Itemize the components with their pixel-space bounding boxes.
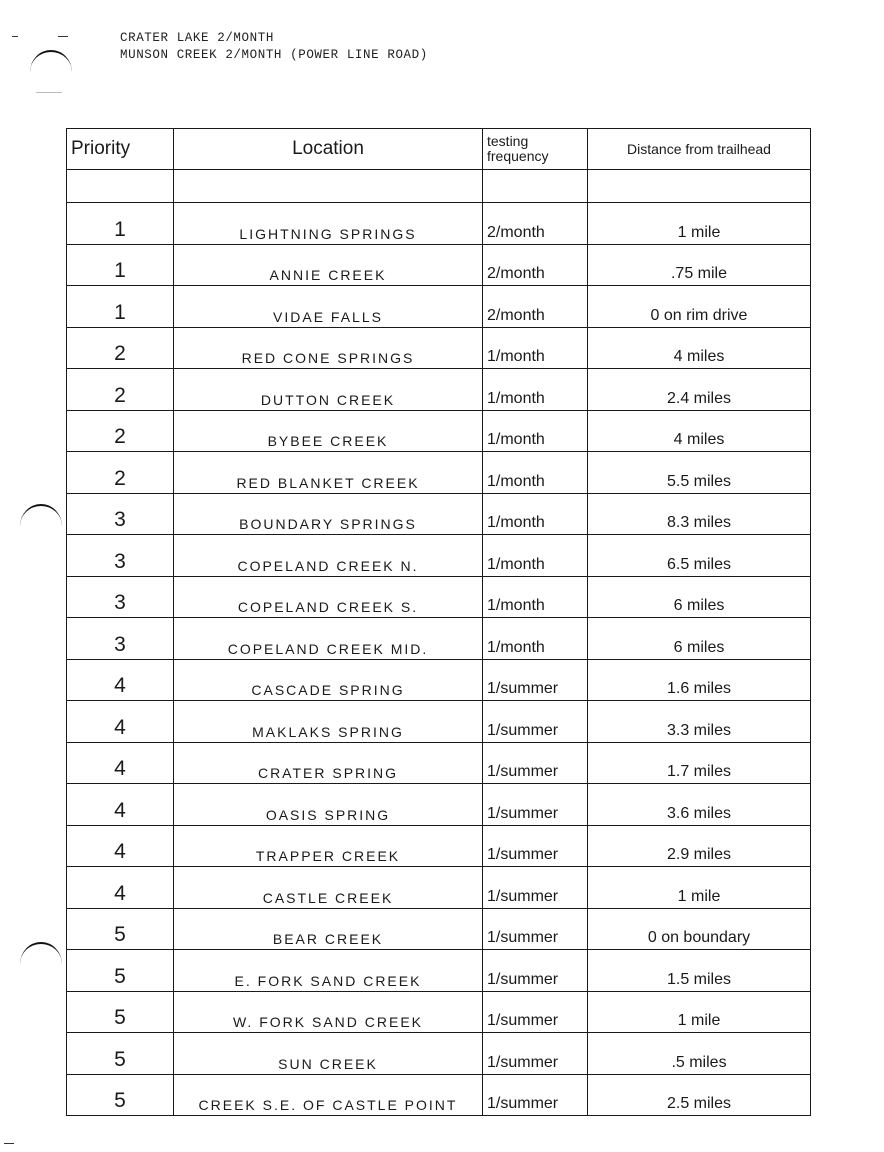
blank-cell — [174, 170, 483, 203]
header-line-crater-lake: CRATER LAKE 2/MONTH — [120, 31, 274, 45]
margin-tick — [36, 92, 62, 93]
margin-tick — [12, 36, 18, 37]
distance-cell: 8.3 miles — [588, 493, 811, 535]
table-row — [67, 950, 811, 992]
location-cell: DUTTON CREEK — [174, 369, 483, 411]
table-row — [67, 535, 811, 577]
blank-cell — [67, 170, 174, 203]
location-cell: ANNIE CREEK — [174, 244, 483, 286]
distance-cell: 0 on rim drive — [588, 286, 811, 328]
table-row — [67, 576, 811, 618]
punch-hole-middle — [20, 504, 62, 548]
priority-cell: 4 — [67, 784, 174, 826]
location-cell: SUN CREEK — [174, 1033, 483, 1075]
frequency-cell: 1/month — [483, 493, 588, 535]
header-line-munson-creek: MUNSON CREEK 2/MONTH (POWER LINE ROAD) — [120, 48, 428, 62]
location-cell: COPELAND CREEK MID. — [174, 618, 483, 660]
frequency-cell: 2/month — [483, 203, 588, 245]
location-cell: CASCADE SPRING — [174, 659, 483, 701]
frequency-cell: 1/summer — [483, 659, 588, 701]
water-testing-table — [66, 128, 811, 1116]
location-cell: TRAPPER CREEK — [174, 825, 483, 867]
table-row — [67, 493, 811, 535]
frequency-cell: 1/month — [483, 535, 588, 577]
distance-cell: 6 miles — [588, 576, 811, 618]
frequency-cell: 1/month — [483, 369, 588, 411]
table-row — [67, 908, 811, 950]
table-row — [67, 701, 811, 743]
table-row — [67, 452, 811, 494]
column-header-priority: Priority — [67, 129, 174, 170]
priority-cell: 2 — [67, 369, 174, 411]
column-header-frequency: testing frequency — [483, 129, 588, 170]
frequency-cell: 1/summer — [483, 784, 588, 826]
location-cell: CREEK S.E. OF CASTLE POINT — [174, 1074, 483, 1116]
priority-cell: 5 — [67, 908, 174, 950]
distance-cell: 3.6 miles — [588, 784, 811, 826]
location-cell: LIGHTNING SPRINGS — [174, 203, 483, 245]
distance-cell: 1.5 miles — [588, 950, 811, 992]
distance-cell: .5 miles — [588, 1033, 811, 1075]
priority-cell: 5 — [67, 1074, 174, 1116]
frequency-cell: 1/summer — [483, 1033, 588, 1075]
priority-cell: 1 — [67, 286, 174, 328]
location-cell: CRATER SPRING — [174, 742, 483, 784]
priority-cell: 4 — [67, 867, 174, 909]
priority-cell: 1 — [67, 244, 174, 286]
table-row — [67, 991, 811, 1033]
priority-cell: 2 — [67, 410, 174, 452]
punch-hole-top — [30, 50, 72, 94]
priority-cell: 4 — [67, 742, 174, 784]
priority-cell: 3 — [67, 493, 174, 535]
priority-cell: 1 — [67, 203, 174, 245]
table-row — [67, 203, 811, 245]
column-header-distance: Distance from trailhead — [588, 129, 811, 170]
table-row — [67, 784, 811, 826]
distance-cell: 6.5 miles — [588, 535, 811, 577]
location-cell: RED BLANKET CREEK — [174, 452, 483, 494]
location-cell: MAKLAKS SPRING — [174, 701, 483, 743]
blank-row — [67, 170, 811, 203]
frequency-cell: 1/summer — [483, 825, 588, 867]
location-cell: OASIS SPRING — [174, 784, 483, 826]
distance-cell: 4 miles — [588, 410, 811, 452]
priority-cell: 4 — [67, 659, 174, 701]
table-row — [67, 618, 811, 660]
priority-cell: 2 — [67, 452, 174, 494]
frequency-cell: 1/summer — [483, 742, 588, 784]
frequency-cell: 2/month — [483, 244, 588, 286]
column-header-location: Location — [174, 129, 483, 170]
document-header — [120, 30, 428, 64]
frequency-cell: 1/month — [483, 618, 588, 660]
distance-cell: 3.3 miles — [588, 701, 811, 743]
table-row — [67, 410, 811, 452]
frequency-cell: 1/summer — [483, 991, 588, 1033]
frequency-cell: 1/month — [483, 576, 588, 618]
location-cell: CASTLE CREEK — [174, 867, 483, 909]
priority-cell: 5 — [67, 991, 174, 1033]
location-cell: VIDAE FALLS — [174, 286, 483, 328]
location-cell: COPELAND CREEK N. — [174, 535, 483, 577]
blank-cell — [588, 170, 811, 203]
location-cell: BOUNDARY SPRINGS — [174, 493, 483, 535]
table-row — [67, 286, 811, 328]
frequency-cell: 1/summer — [483, 908, 588, 950]
blank-cell — [483, 170, 588, 203]
distance-cell: 6 miles — [588, 618, 811, 660]
frequency-cell: 1/summer — [483, 1074, 588, 1116]
priority-cell: 3 — [67, 618, 174, 660]
location-cell: BYBEE CREEK — [174, 410, 483, 452]
distance-cell: .75 mile — [588, 244, 811, 286]
table-row — [67, 742, 811, 784]
table-row — [67, 369, 811, 411]
priority-cell: 3 — [67, 535, 174, 577]
location-cell: COPELAND CREEK S. — [174, 576, 483, 618]
location-cell: RED CONE SPRINGS — [174, 327, 483, 369]
distance-cell: 2.5 miles — [588, 1074, 811, 1116]
priority-cell: 2 — [67, 327, 174, 369]
distance-cell: 4 miles — [588, 327, 811, 369]
punch-hole-bottom — [20, 942, 62, 986]
frequency-cell: 2/month — [483, 286, 588, 328]
table-row — [67, 867, 811, 909]
location-cell: BEAR CREEK — [174, 908, 483, 950]
table-row — [67, 1074, 811, 1116]
frequency-cell: 1/summer — [483, 950, 588, 992]
priority-cell: 4 — [67, 701, 174, 743]
distance-cell: 2.9 miles — [588, 825, 811, 867]
table-row — [67, 1033, 811, 1075]
margin-tick — [4, 1143, 14, 1144]
distance-cell: 1 mile — [588, 203, 811, 245]
priority-cell: 3 — [67, 576, 174, 618]
table-row — [67, 659, 811, 701]
frequency-cell: 1/month — [483, 452, 588, 494]
table-row — [67, 825, 811, 867]
table-row — [67, 244, 811, 286]
priority-cell: 5 — [67, 950, 174, 992]
location-cell: W. FORK SAND CREEK — [174, 991, 483, 1033]
priority-cell: 5 — [67, 1033, 174, 1075]
frequency-cell: 1/summer — [483, 867, 588, 909]
distance-cell: 5.5 miles — [588, 452, 811, 494]
frequency-cell: 1/month — [483, 410, 588, 452]
priority-cell: 4 — [67, 825, 174, 867]
distance-cell: 1.6 miles — [588, 659, 811, 701]
distance-cell: 2.4 miles — [588, 369, 811, 411]
distance-cell: 1.7 miles — [588, 742, 811, 784]
location-cell: E. FORK SAND CREEK — [174, 950, 483, 992]
margin-tick — [58, 36, 68, 37]
distance-cell: 1 mile — [588, 991, 811, 1033]
table-header-row — [67, 129, 811, 170]
frequency-cell: 1/month — [483, 327, 588, 369]
distance-cell: 1 mile — [588, 867, 811, 909]
distance-cell: 0 on boundary — [588, 908, 811, 950]
frequency-cell: 1/summer — [483, 701, 588, 743]
table-row — [67, 327, 811, 369]
